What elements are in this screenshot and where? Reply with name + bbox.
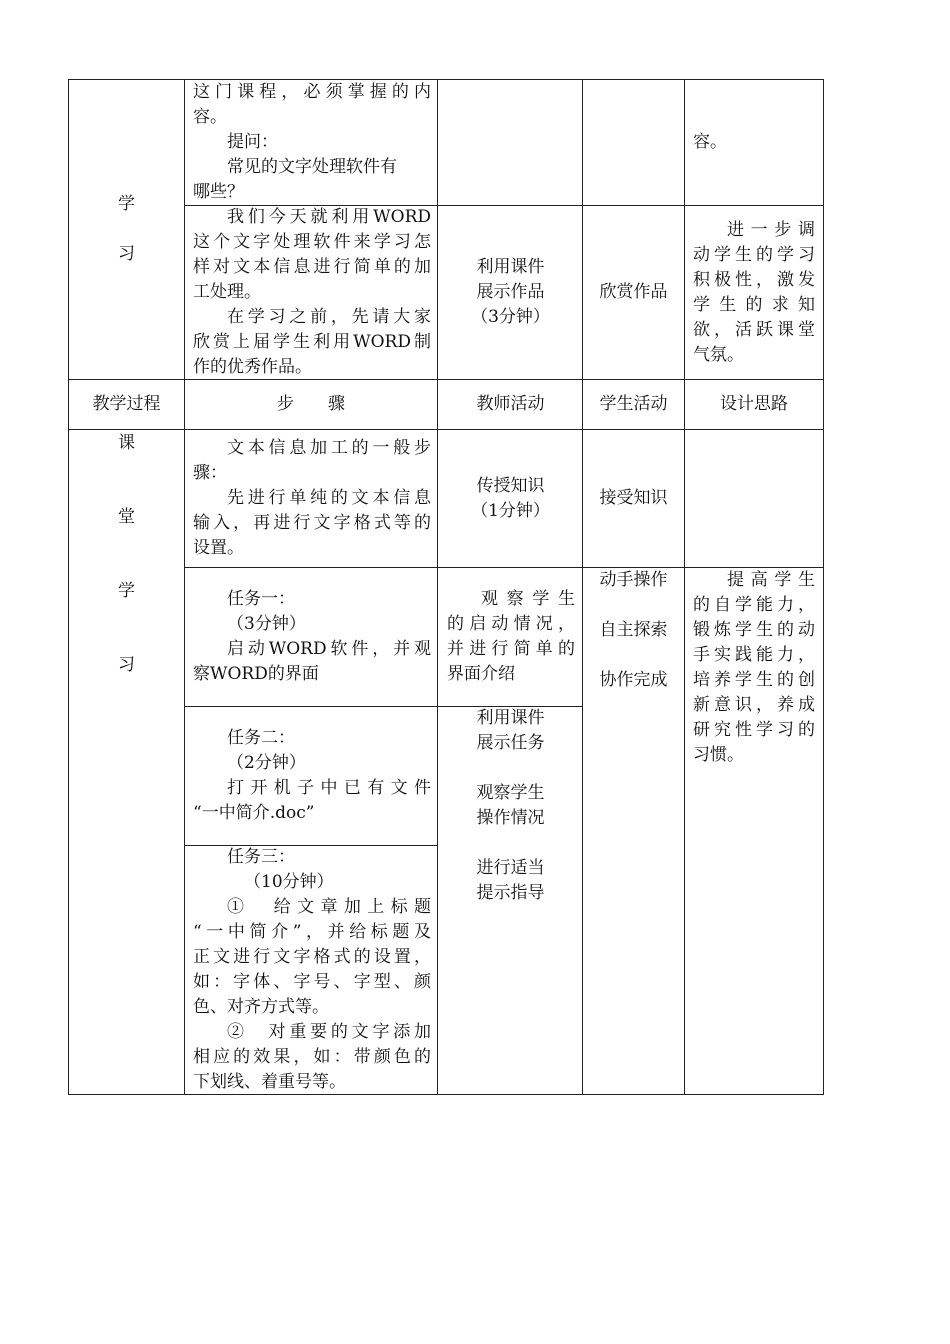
header-design: 设计思路 [720, 394, 788, 414]
teacher-activity-group: 利用课件 展示任务 观察学生 操作情况 进行适当 提示指导 [476, 708, 545, 903]
top-row2-student: 欣赏作品 [599, 282, 668, 302]
task2-step: 任务二： （2分钟） 打开机子中已有文件 “一中简介.doc” [193, 728, 431, 823]
header-process: 教学过程 [92, 394, 161, 414]
bottom-row1-step: 文本信息加工的一般步 骤： 先进行单纯的文本信息 输入，再进行文字格式等的 设置。 [193, 438, 431, 558]
header-teacher: 教师活动 [476, 394, 545, 414]
header-step: 步 骤 [277, 394, 345, 414]
side-label-xuexi: 学 习 [118, 194, 135, 264]
task1-step: 任务一： （3分钟） 启动WORD软件，并观 察WORD的界面 [193, 589, 431, 684]
side-label-ketang-xuexi: 课 堂 学 习 [118, 433, 135, 675]
top-row1-step: 这门课程，必须掌握的内 容。 提问： 常见的文字处理软件有 哪些？ [193, 82, 431, 202]
bottom-row1-student: 接受知识 [599, 488, 668, 508]
top-row2-teacher: 利用课件 展示作品 （3分钟） [471, 257, 550, 327]
bottom-row1-teacher: 传授知识 （1分钟） [471, 476, 550, 521]
top-row2-design: 进一步调 动学生的学习 积极性，激发 学生的求知 欲，活跃课堂 气氛。 [693, 220, 815, 365]
header-student: 学生活动 [599, 394, 668, 414]
top-row1-design: 容。 [693, 132, 727, 152]
top-row2-step: 我们今天就利用WORD 这个文字处理软件来学习怎 样对文本信息进行简单的加 工处理。 在学习之前，先请大家 欣赏上届学生利用WORD制 作的优秀作品。 [193, 207, 431, 377]
task3-step: 任务三： （10分钟） ① 给文章加上标题 “一中简介”，并给标题及 正文进行文字格式的设置， 如：字体、字号、字型、颜 色、对齐方式等。 ② 对重要的文字添加 相应的效果，如：带颜色的 下划线、着重号等。 [193, 847, 431, 1092]
design-thinking-group: 提高学生 的自学能力， 锻炼学生的动 手实践能力， 培养学生的创 新意识，养成 研究性学习的 习惯。 [693, 570, 815, 765]
task1-teacher: 观察学生 的启动情况， 并进行简单的 界面介绍 [447, 589, 575, 684]
student-activity-group: 动手操作 自主探索 协作完成 [599, 570, 668, 690]
